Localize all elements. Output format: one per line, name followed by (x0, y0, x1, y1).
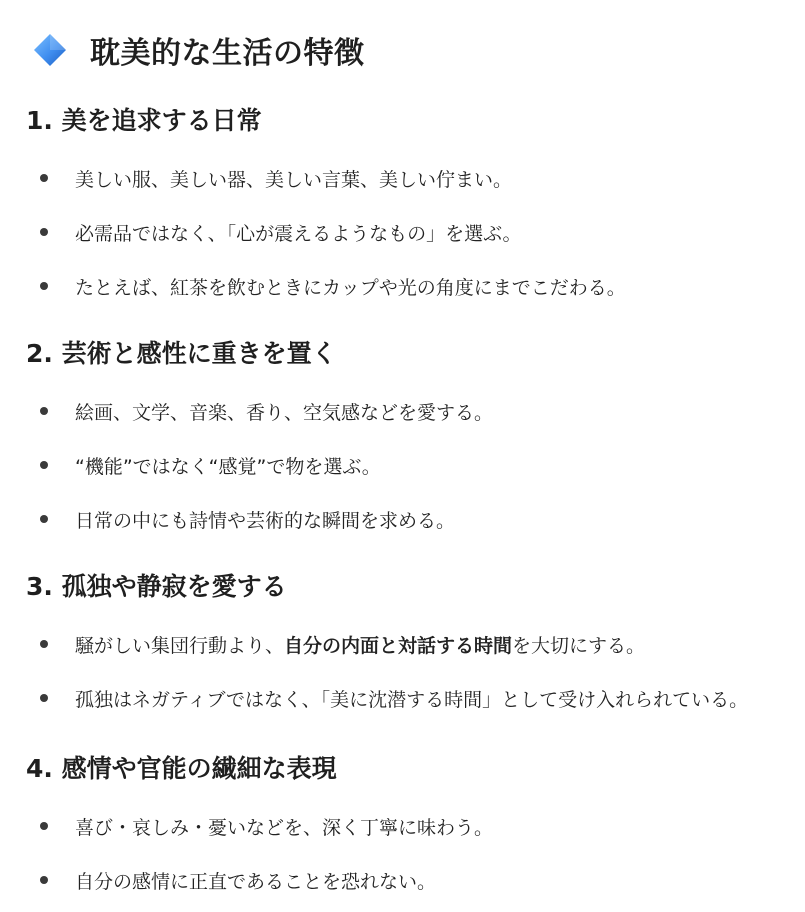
bullet-dot-icon (40, 515, 48, 523)
bullet-dot-icon (40, 228, 48, 236)
list-item (40, 504, 455, 534)
list-item (40, 865, 436, 895)
section-heading-3: 3. 孤独や静寂を愛する (26, 572, 287, 601)
list-item-text-after: を大切にする。 (512, 634, 646, 657)
list-item (40, 450, 381, 480)
page-title (32, 22, 365, 78)
list-item (40, 811, 493, 841)
list-item-text: 美しい服、美しい器、美しい言葉、美しい佇まい。 (75, 168, 513, 191)
list-item (40, 217, 522, 247)
bullet-dot-icon (40, 822, 48, 830)
section-heading-4: 4. 感情や官能の繊細な表現 (26, 754, 337, 783)
bullet-dot-icon (40, 174, 48, 182)
section-heading-2: 2. 芸術と感性に重きを置く (26, 339, 337, 368)
page-title-text: 耽美的な生活の特徴 (90, 36, 365, 71)
list-item-text: 自分の感情に正直であることを恐れない。 (75, 870, 437, 893)
list-item (40, 396, 493, 426)
list-item-text (75, 631, 645, 658)
list-item-text: 絵画、文学、音楽、香り、空気感などを愛する。 (75, 401, 494, 424)
bullet-dot-icon (40, 282, 48, 290)
list-item (40, 271, 626, 301)
list-item-text-before: 騒がしい集団行動より、 (75, 634, 285, 657)
list-item (40, 683, 748, 713)
bullet-dot-icon (40, 640, 48, 648)
bullet-dot-icon (40, 407, 48, 415)
bullet-dot-icon (40, 694, 48, 702)
list-item-text: 必需品ではなく、「心が震えるようなもの」を選ぶ。 (75, 222, 522, 245)
bullet-dot-icon (40, 876, 48, 884)
list-item (40, 629, 645, 659)
blue-diamond-icon (32, 32, 68, 68)
section-heading-1: 1. 美を追求する日常 (26, 106, 262, 135)
list-item-text: 喜び・哀しみ・憂いなどを、深く丁寧に味わう。 (75, 816, 494, 839)
bullet-dot-icon (40, 461, 48, 469)
list-item-text-bold: 自分の内面と対話する時間 (284, 634, 513, 657)
list-item-text: たとえば、紅茶を飲むときにカップや光の角度にまでこだわる。 (75, 276, 626, 299)
list-item (40, 163, 512, 193)
list-item-text: “機能”ではなく“感覚”で物を選ぶ。 (75, 455, 381, 478)
list-item-text: 孤独はネガティブではなく、「美に沈潜する時間」として受け入れられている。 (75, 688, 749, 711)
list-item-text: 日常の中にも詩情や芸術的な瞬間を求める。 (75, 509, 456, 532)
